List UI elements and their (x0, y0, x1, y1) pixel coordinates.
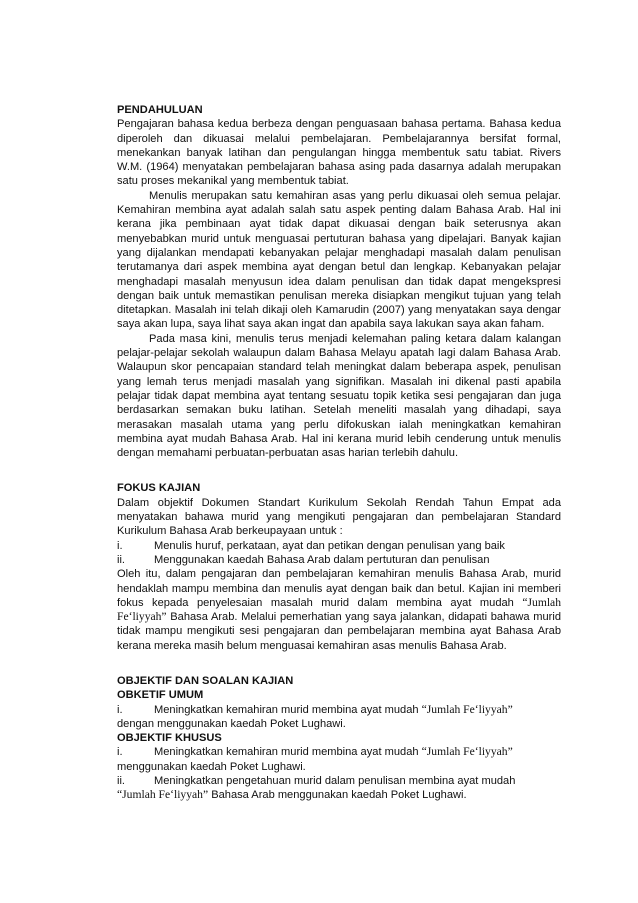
list-item-continuation: “Jumlah Fe‘liyyah” Bahasa Arab menggunakan kaedah Poket Lughawi. (117, 788, 467, 802)
subheading-objektif-khusus: OBJEKTIF KHUSUS (117, 732, 222, 745)
section-heading-pendahuluan: PENDAHULUAN (117, 104, 203, 116)
paragraph-pendahuluan-3: Pada masa kini, menulis terus menjadi kelemahan paling ketara dalam kalangan pelajar-pelajar sekolah walaupun dalam Bahasa Melayu apatah lagi dalam Bahasa Arab. Walaupun skor pencapaian standard telah meningkat dalam beberapa aspek, penulisan yang lemah terus menjadi masalah yang signifikan. Masalah ini dikenal pasti apabila pelajar tidak dapat membina ayat tentang sesuatu topik ketika sesi pengajaran dan juga berdasarkan semakan buku latihan. Setelah meneliti masalah yang dihadapi, saya merasakan masalah utama yang perlu difokuskan ialah meningkatkan kemahiran membina ayat mudah Bahasa Arab. Hal ini kerana murid lebih cenderung untuk menulis dengan memahami perbuatan-perbuatan asas harian terlebih dahulu. (117, 332, 561, 460)
list-item-number: i. (117, 746, 123, 759)
list-item (117, 553, 561, 567)
list-item-text: Menulis huruf, perkataan, ayat dan petikan dengan penulisan yang baik (154, 539, 505, 552)
list-item (117, 745, 561, 759)
list-item-number: i. (117, 539, 123, 552)
term-jumlah-feliyyah: “Jumlah Fe‘liyyah” (117, 788, 209, 802)
section-heading-fokus-kajian: FOKUS KAJIAN (117, 482, 201, 495)
list-item (117, 703, 561, 717)
term-jumlah-feliyyah: “Jumlah Fe‘liyyah” (421, 702, 513, 716)
paragraph-fokus-2: Oleh itu, dalam pengajaran dan pembelajaran kemahiran menulis Bahasa Arab, murid hendaklah mampu membina dan menulis ayat dengan baik dan betul. Kajian ini memberi fokus kepada penyelesaian masalah murid dalam membina ayat mudah “Jumlah Fe‘liyyah” Bahasa Arab. Melalui pemerhatian yang saya jalankan, didapati bahawa murid tidak mampu mengikuti sesi pengajaran dan pembelajaran membina ayat Bahasa Arab kerana mereka masih belum menguasai kemahiran asas menulis Bahasa Arab. (117, 568, 561, 652)
list-item (117, 539, 561, 553)
subheading-objektif-umum: OBKETIF UMUM (117, 689, 204, 702)
paragraph-fokus-1: Dalam objektif Dokumen Standart Kurikulum Sekolah Rendah Tahun Empat ada menyatakan bahawa murid yang mengikuti pengajaran dan pembelajaran Standard Kurikulum Bahasa Arab berkeupayaan untuk : (117, 496, 561, 538)
list-item-number: i. (117, 703, 123, 716)
list-item-text: Meningkatkan kemahiran murid membina ayat mudah “Jumlah Fe‘liyyah” (154, 745, 513, 759)
term-jumlah-feliyyah: “Jumlah Fe‘liyyah” (117, 595, 561, 624)
list-item-number: ii. (117, 553, 126, 566)
list-item-continuation: menggunakan kaedah Poket Lughawi. (117, 760, 306, 773)
list-item-number: ii. (117, 775, 126, 788)
paragraph-pendahuluan-1: Pengajaran bahasa kedua berbeza dengan penguasaan bahasa pertama. Bahasa kedua diperoleh dan dikuasai melalui pembelajaran. Pembelajarannya bersifat formal, menekankan banyak latihan dan pengulangan hingga membentuk satu tabiat. Rivers W.M. (1964) menyatakan pembelajaran bahasa asing pada dasarnya adalah merupakan satu proses mekanikal yang membentuk tabiat. (117, 118, 561, 188)
document-page (117, 103, 561, 803)
list-item-text: Meningkatkan pengetahuan murid dalam penulisan membina ayat mudah (154, 775, 516, 788)
term-jumlah-feliyyah: “Jumlah Fe‘liyyah” (421, 745, 513, 759)
section-heading-objektif: OBJEKTIF DAN SOALAN KAJIAN (117, 674, 294, 687)
list-item (117, 774, 561, 788)
list-item-text: Menggunakan kaedah Bahasa Arab dalam pertuturan dan penulisan (154, 553, 490, 566)
list-item-text: Meningkatkan kemahiran murid membina ayat mudah “Jumlah Fe‘liyyah” (154, 702, 513, 716)
list-item-continuation: dengan menggunakan kaedah Poket Lughawi. (117, 717, 346, 730)
paragraph-pendahuluan-2: Menulis merupakan satu kemahiran asas yang perlu dikuasai oleh semua pelajar. Kemahiran membina ayat adalah salah satu aspek penting dalam Bahasa Arab. Hal ini kerana jika pembinaan ayat tidak dapat dikuasai dengan baik seterusnya akan menyebabkan murid untuk menguasai pertuturan bahasa yang dipelajari. Banyak kajian yang dijalankan mendapati kebanyakan pelajar menghadapi masalah dalam penulisan terutamanya dari aspek membina ayat dengan betul dan lengkap. Kebanyakan pelajar menghadapi masalah menyusun idea dalam penulisan dan tidak dapat mengekspresi dengan baik untuk memastikan penulisan mereka disiapkan mengikut tujuan yang telah ditetapkan. Masalah ini telah dikaji oleh Kamarudin (2007) yang menyatakan saya dengar saya akan lupa, saya lihat saya akan ingat dan apabila saya lakukan saya akan faham. (117, 189, 561, 331)
